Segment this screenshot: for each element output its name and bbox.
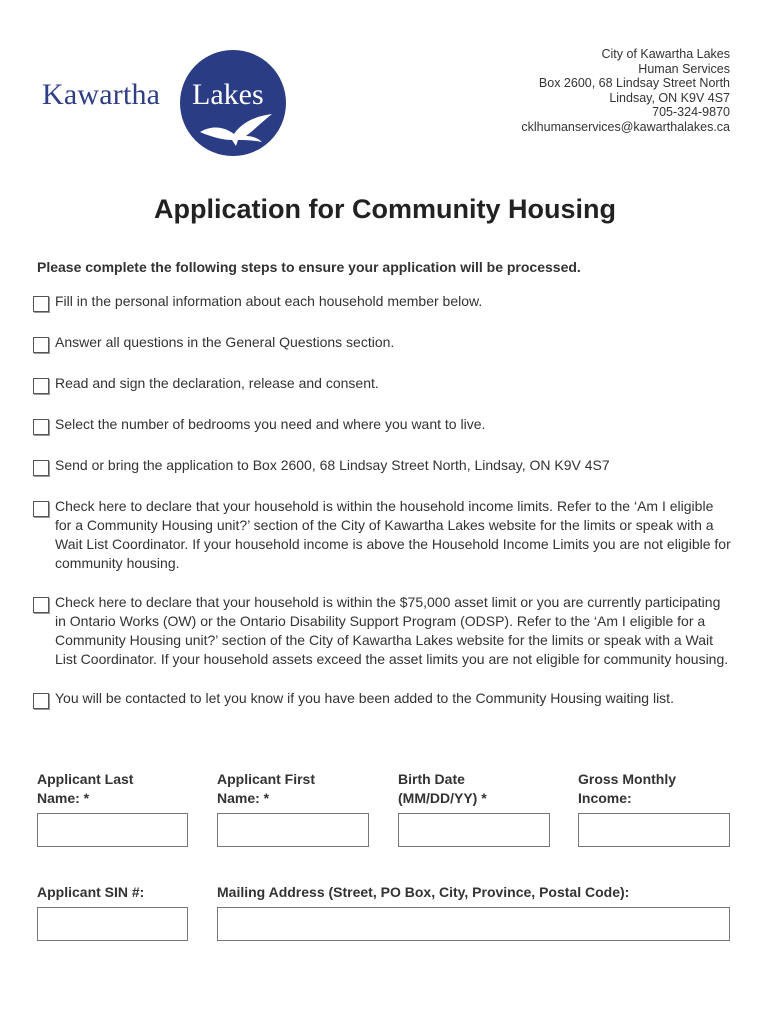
step-text: Send or bring the application to Box 2600, 68 Lindsay Street North, Lindsay, ON K9V 4S7 <box>55 457 610 473</box>
logo-text-kawartha: Kawartha <box>42 78 161 111</box>
step-text: Check here to declare that your household is within the $75,000 asset limit or you are currently participating in Ontario Works (OW) or the Ontario Disability Support Program (ODSP). Refer to the ‘Am I eligible for a Community Housing unit?’ section of the City of Kawartha Lakes website for the limits or speak with a Wait List Coordinator. If your household assets exceed the asset limits you are not eligible for community housing. <box>55 594 729 667</box>
step-text: You will be contacted to let you know if you have been added to the Community Housing waiting list. <box>55 690 674 706</box>
contact-info <box>521 47 730 134</box>
step-item <box>33 456 733 475</box>
step-checkbox[interactable] <box>33 693 49 709</box>
first-name-label: Applicant First Name: * <box>217 771 316 806</box>
contact-line-city: Lindsay, ON K9V 4S7 <box>609 90 730 105</box>
sin-label: Applicant SIN #: <box>37 884 145 900</box>
step-text: Select the number of bedrooms you need and where you want to live. <box>55 416 486 432</box>
contact-line-email: cklhumanservices@kawarthalakes.ca <box>521 119 730 134</box>
gross-monthly-income-input[interactable] <box>578 813 730 847</box>
sin-input[interactable] <box>37 907 188 941</box>
asset-limit-checkbox[interactable] <box>33 597 49 613</box>
income-limit-checkbox[interactable] <box>33 501 49 517</box>
birth-date-label: Birth Date (MM/DD/YY) * <box>398 771 487 806</box>
step-checkbox[interactable] <box>33 419 49 435</box>
income-label: Gross Monthly Income: <box>578 771 677 806</box>
step-checkbox[interactable] <box>33 296 49 312</box>
birth-date-input[interactable] <box>398 813 550 847</box>
first-name-input[interactable] <box>217 813 369 847</box>
step-checkbox[interactable] <box>33 378 49 394</box>
step-text: Read and sign the declaration, release and consent. <box>55 375 379 391</box>
contact-line-street: Box 2600, 68 Lindsay Street North <box>538 76 730 90</box>
step-item <box>33 593 733 669</box>
instruction-text: Please complete the following steps to ensure your application will be processed. <box>37 259 581 275</box>
step-item <box>33 689 733 708</box>
step-item <box>33 415 733 434</box>
step-item <box>33 374 733 393</box>
step-item <box>33 497 733 573</box>
logo-text-lakes: Lakes <box>192 78 264 111</box>
contact-line-phone: 705-324-9870 <box>652 105 730 119</box>
last-name-input[interactable] <box>37 813 188 847</box>
step-text: Check here to declare that your household is within the household income limits. Refer to the ‘Am I eligible for a Community Housing unit?’ section of the City of Kawartha Lakes website for the limits or speak with a Wait List Coordinator. If your household income is above the Household Income Limits you are not eligible for community housing. <box>55 498 731 571</box>
eagle-icon <box>196 110 276 150</box>
page-title: Application for Community Housing <box>154 194 616 224</box>
step-text: Fill in the personal information about each household member below. <box>55 293 483 309</box>
contact-line-organization: City of Kawartha Lakes <box>601 47 730 61</box>
last-name-label: Applicant Last Name: * <box>37 771 134 806</box>
steps-checklist <box>33 292 733 708</box>
mailing-address-label: Mailing Address (Street, PO Box, City, Province, Postal Code): <box>217 884 630 900</box>
step-text: Answer all questions in the General Questions section. <box>55 334 395 350</box>
contact-line-department: Human Services <box>638 61 730 76</box>
kawartha-lakes-logo <box>40 48 280 160</box>
step-checkbox[interactable] <box>33 460 49 476</box>
mailing-address-input[interactable] <box>217 907 730 941</box>
step-item <box>33 333 733 352</box>
step-checkbox[interactable] <box>33 337 49 353</box>
step-item <box>33 292 733 311</box>
